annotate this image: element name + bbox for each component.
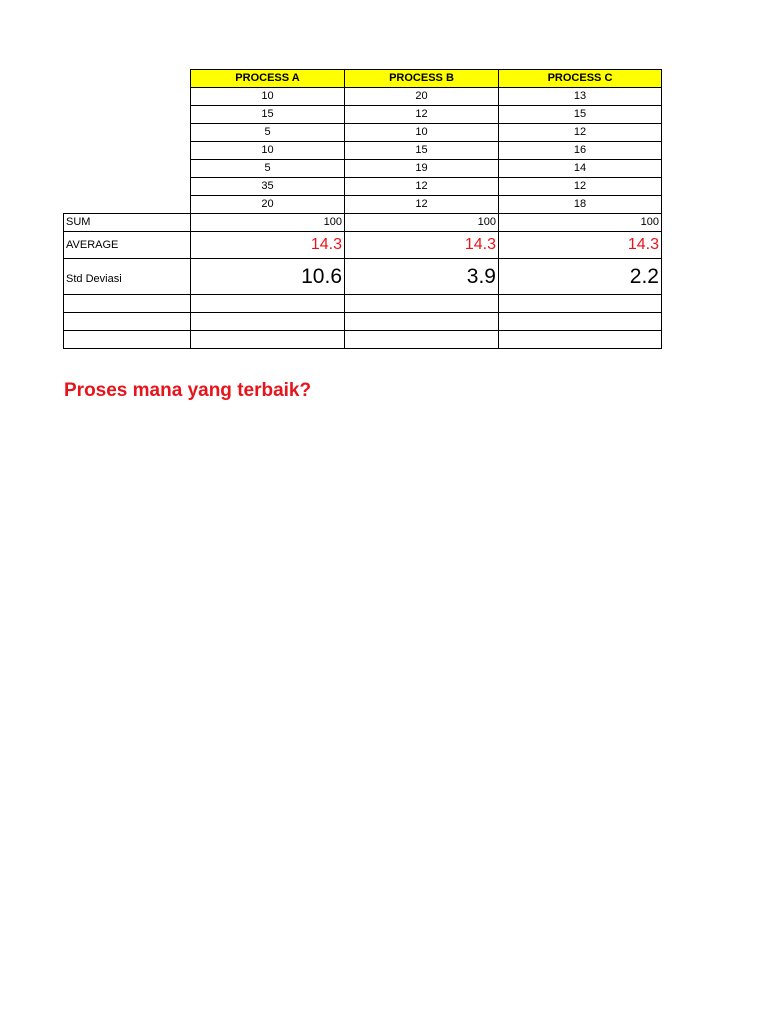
average-row bbox=[64, 232, 662, 259]
empty-row bbox=[64, 295, 662, 313]
empty-cell[interactable] bbox=[64, 295, 191, 313]
header-process-b[interactable]: PROCESS B bbox=[345, 70, 499, 88]
cell[interactable]: 5 bbox=[191, 160, 345, 178]
cell[interactable]: 12 bbox=[345, 178, 499, 196]
empty-cell[interactable] bbox=[499, 313, 662, 331]
header-process-c[interactable]: PROCESS C bbox=[499, 70, 662, 88]
cell[interactable]: 5 bbox=[191, 124, 345, 142]
table-row bbox=[64, 142, 662, 160]
cell[interactable]: 19 bbox=[345, 160, 499, 178]
cell[interactable]: 15 bbox=[191, 106, 345, 124]
cell[interactable]: 10 bbox=[191, 142, 345, 160]
row-label-blank bbox=[64, 124, 191, 142]
question-text: Proses mana yang terbaik? bbox=[64, 380, 312, 401]
empty-cell[interactable] bbox=[64, 331, 191, 349]
row-label-blank bbox=[64, 142, 191, 160]
cell[interactable]: 15 bbox=[345, 142, 499, 160]
sum-label[interactable]: SUM bbox=[64, 214, 191, 232]
cell[interactable]: 35 bbox=[191, 178, 345, 196]
empty-row bbox=[64, 331, 662, 349]
row-label-blank bbox=[64, 88, 191, 106]
cell[interactable]: 20 bbox=[191, 196, 345, 214]
empty-cell[interactable] bbox=[345, 331, 499, 349]
table-row bbox=[64, 160, 662, 178]
row-label-blank bbox=[64, 178, 191, 196]
corner-cell bbox=[64, 70, 191, 88]
empty-cell[interactable] bbox=[191, 331, 345, 349]
table-row bbox=[64, 106, 662, 124]
std-value-c[interactable]: 2.2 bbox=[499, 259, 662, 295]
average-label[interactable]: AVERAGE bbox=[64, 232, 191, 259]
sum-row bbox=[64, 214, 662, 232]
std-value-a[interactable]: 10.6 bbox=[191, 259, 345, 295]
data-table bbox=[63, 69, 662, 349]
sum-value-b[interactable]: 100 bbox=[345, 214, 499, 232]
row-label-blank bbox=[64, 196, 191, 214]
row-label-blank bbox=[64, 160, 191, 178]
header-row bbox=[64, 70, 662, 88]
cell[interactable]: 10 bbox=[191, 88, 345, 106]
row-label-blank bbox=[64, 106, 191, 124]
empty-cell[interactable] bbox=[191, 313, 345, 331]
empty-cell[interactable] bbox=[64, 313, 191, 331]
cell[interactable]: 12 bbox=[345, 106, 499, 124]
header-process-a[interactable]: PROCESS A bbox=[191, 70, 345, 88]
cell[interactable]: 12 bbox=[499, 178, 662, 196]
table-row bbox=[64, 178, 662, 196]
cell[interactable]: 15 bbox=[499, 106, 662, 124]
average-value-a[interactable]: 14.3 bbox=[191, 232, 345, 259]
cell[interactable]: 12 bbox=[345, 196, 499, 214]
cell[interactable]: 16 bbox=[499, 142, 662, 160]
cell[interactable]: 18 bbox=[499, 196, 662, 214]
cell[interactable]: 14 bbox=[499, 160, 662, 178]
cell[interactable]: 12 bbox=[499, 124, 662, 142]
table-row bbox=[64, 124, 662, 142]
empty-cell[interactable] bbox=[191, 295, 345, 313]
std-row bbox=[64, 259, 662, 295]
std-value-b[interactable]: 3.9 bbox=[345, 259, 499, 295]
empty-row bbox=[64, 313, 662, 331]
empty-cell[interactable] bbox=[499, 331, 662, 349]
cell[interactable]: 13 bbox=[499, 88, 662, 106]
cell[interactable]: 20 bbox=[345, 88, 499, 106]
cell[interactable]: 10 bbox=[345, 124, 499, 142]
table-row bbox=[64, 196, 662, 214]
empty-cell[interactable] bbox=[499, 295, 662, 313]
average-value-c[interactable]: 14.3 bbox=[499, 232, 662, 259]
empty-cell[interactable] bbox=[345, 295, 499, 313]
sum-value-c[interactable]: 100 bbox=[499, 214, 662, 232]
empty-cell[interactable] bbox=[345, 313, 499, 331]
sum-value-a[interactable]: 100 bbox=[191, 214, 345, 232]
std-label[interactable]: Std Deviasi bbox=[64, 259, 191, 295]
average-value-b[interactable]: 14.3 bbox=[345, 232, 499, 259]
table-row bbox=[64, 88, 662, 106]
